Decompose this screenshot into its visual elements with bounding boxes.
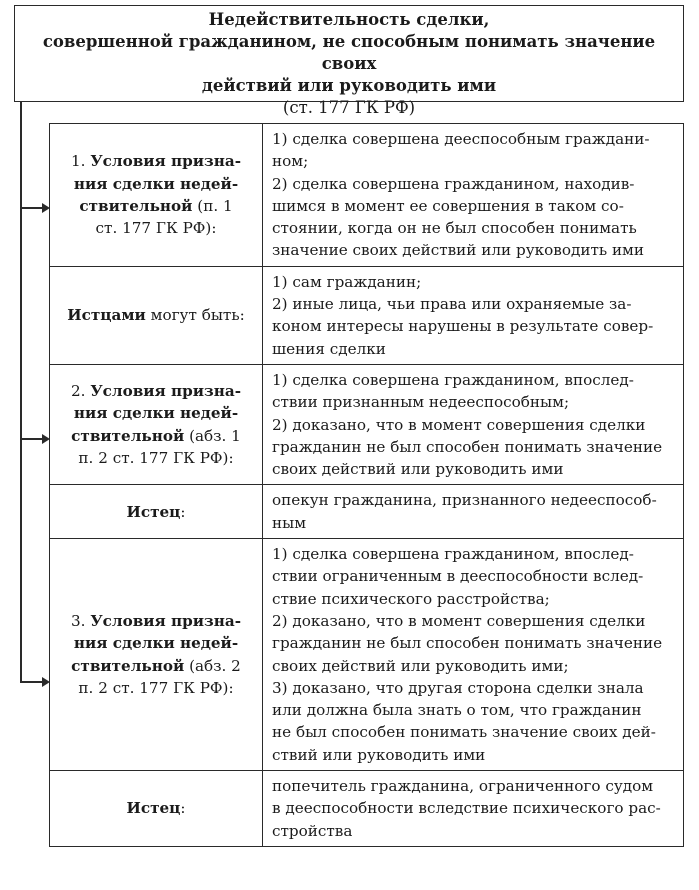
- table-row: [50, 124, 684, 267]
- row-3-label: 2. Условия призна- ния сделки недей- ствительной (абз. 1 п. 2 ст. 177 ГК РФ):: [50, 364, 263, 484]
- conditions-table: [49, 123, 684, 847]
- row-6-content: попечитель гражданина, ограниченного судом в дееспособности вследствие психического рас- стройства: [263, 771, 684, 847]
- row-1-content: 1) сделка совершена дееспособным граждани- ном; 2) сделка совершена гражданином, находив- шимся в момент ее совершения в таком со- стоянии, когда он не был способен понимать значение своих действий или руководить ими: [263, 124, 684, 267]
- header-title-line-1: Недействительность сделки,: [208, 10, 490, 29]
- table-row: [50, 364, 684, 484]
- header-title-line-2: совершенной гражданином, не способным понимать значение своих: [42, 32, 656, 73]
- header-title-line-3: действий или руководить ими: [201, 76, 497, 95]
- row-3-content: 1) сделка совершена гражданином, впослед- ствии признанным недееспособным; 2) доказано, что в момент совершения сделки гражданин не был способен понимать значение своих действий или руководить ими: [263, 364, 684, 484]
- row-5-content: 1) сделка совершена гражданином, впослед- ствии ограниченным в дееспособности вслед- ствие психического расстройства; 2) доказано, что в момент совершения сделки гражданин не был способен понимать значение своих действий или руководить ими; 3) доказано, что другая сторона сделки знала или должна была знать о том, что гражданин не был способен понимать значение своих дей- ствий или руководить ими: [263, 539, 684, 771]
- table-row: [50, 539, 684, 771]
- row-2-content: 1) сам гражданин; 2) иные лица, чьи права или охраняемые за- коном интересы нарушены в результате совер- шения сделки: [263, 266, 684, 364]
- table-row: [50, 266, 684, 364]
- table-row: [50, 485, 684, 539]
- connector-arrow-3: [20, 681, 44, 683]
- row-4-label: Истец:: [50, 485, 263, 539]
- row-4-content: опекун гражданина, признанного недееспособ- ным: [263, 485, 684, 539]
- table-row: [50, 771, 684, 847]
- header-citation: (ст. 177 ГК РФ): [282, 98, 416, 117]
- row-6-label: Истец:: [50, 771, 263, 847]
- row-5-label: 3. Условия призна- ния сделки недей- ствительной (абз. 2 п. 2 ст. 177 ГК РФ):: [50, 539, 263, 771]
- connector-spine: [20, 102, 22, 682]
- connector-arrow-1: [20, 207, 44, 209]
- row-2-label: Истцами могут быть:: [50, 266, 263, 364]
- row-1-label: 1. Условия призна- ния сделки недей- ствительной (п. 1 ст. 177 ГК РФ):: [50, 124, 263, 267]
- diagram-header: [14, 5, 684, 117]
- connector-arrow-2: [20, 438, 44, 440]
